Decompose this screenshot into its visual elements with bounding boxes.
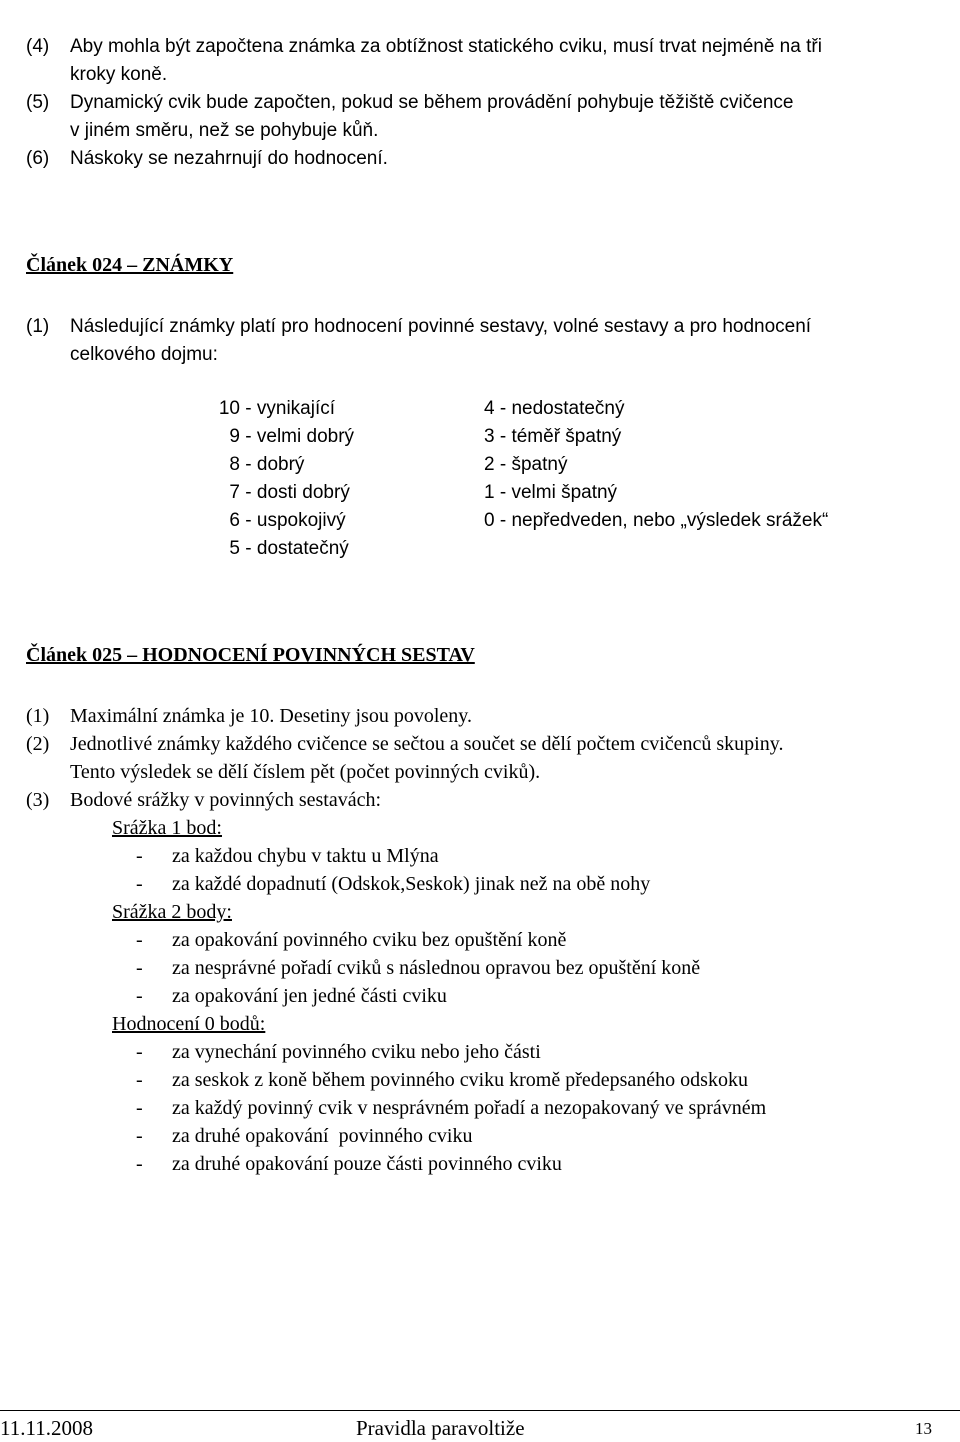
bullet-dash: - (136, 929, 143, 951)
paragraph-line: Jednotlivé známky každého cvičence se sečtou a součet se dělí počtem cvičenců skupiny. (70, 733, 784, 755)
paragraph-line: kroky koně. (70, 64, 168, 85)
grade-row (214, 426, 354, 448)
article-025-heading: Článek 025 – HODNOCENÍ POVINNÝCH SESTAV (26, 644, 475, 666)
paragraph-line: Tento výsledek se dělí číslem pět (počet povinných cviků). (70, 761, 541, 783)
bullet-dash: - (136, 1125, 143, 1147)
bullet-item: za vynechání povinného cviku nebo jeho části (172, 1041, 541, 1063)
grade-label: - nepředveden, nebo „výsledek srážek“ (499, 510, 829, 531)
bullet-dash: - (136, 1097, 143, 1119)
item-number: (4) (26, 36, 50, 57)
grade-label: - velmi dobrý (245, 426, 355, 447)
grade-label: - téměř špatný (499, 426, 622, 447)
item-number: (2) (26, 733, 50, 755)
deduction-group-title: Hodnocení 0 bodů: (112, 1013, 266, 1035)
grade-row (484, 426, 621, 448)
paragraph-line: Bodové srážky v povinných sestavách: (70, 789, 382, 811)
grade-row (214, 398, 335, 420)
grade-number: 0 (484, 510, 495, 531)
bullet-dash: - (136, 957, 143, 979)
grade-row (484, 510, 828, 532)
grade-row (214, 538, 349, 560)
bullet-item: za druhé opakování pouze části povinného cviku (172, 1153, 562, 1175)
bullet-dash: - (136, 873, 143, 895)
bullet-item: za každou chybu v taktu u Mlýna (172, 845, 439, 867)
bullet-item: za nesprávné pořadí cviků s následnou opravou bez opuštění koně (172, 957, 701, 979)
bullet-item: za každý povinný cvik v nesprávném pořadí a nezopakovaný ve správném (172, 1097, 767, 1119)
footer-date: 11.11.2008 (0, 1416, 93, 1440)
paragraph-line: Aby mohla být započtena známka za obtížnost statického cviku, musí trvat nejméně na tři (70, 36, 822, 57)
grade-label: - dobrý (245, 454, 305, 475)
bullet-item: za opakování jen jedné části cviku (172, 985, 447, 1007)
grade-number: 4 (484, 398, 495, 419)
bullet-item: za seskok z koně během povinného cviku kromě předepsaného odskoku (172, 1069, 748, 1091)
bullet-item: za druhé opakování povinného cviku (172, 1125, 473, 1147)
grade-row (214, 454, 304, 476)
grade-row (214, 510, 346, 532)
grade-number: 3 (484, 426, 495, 447)
article-024-heading: Článek 024 – ZNÁMKY (26, 254, 234, 276)
grade-number: 10 (218, 398, 240, 419)
paragraph-line: Náskoky se nezahrnují do hodnocení. (70, 148, 388, 169)
deduction-group-title: Srážka 2 body: (112, 901, 232, 923)
grade-label: - dosti dobrý (245, 482, 350, 503)
grade-label: - velmi špatný (499, 482, 618, 503)
grade-label: - špatný (499, 454, 568, 475)
grade-row (484, 482, 617, 504)
page-number: 13 (915, 1419, 932, 1438)
paragraph-line: celkového dojmu: (70, 344, 218, 365)
paragraph-line: Maximální známka je 10. Desetiny jsou povoleny. (70, 705, 472, 727)
grade-number: 7 (229, 482, 240, 503)
grade-number: 1 (484, 482, 495, 503)
bullet-item: za opakování povinného cviku bez opuštění koně (172, 929, 567, 951)
deduction-group-title: Srážka 1 bod: (112, 817, 222, 839)
bullet-dash: - (136, 1153, 143, 1175)
grade-number: 9 (229, 426, 240, 447)
grade-label: - vynikající (245, 398, 336, 419)
grade-number: 6 (229, 510, 240, 531)
bullet-dash: - (136, 845, 143, 867)
grade-row (214, 482, 350, 504)
grade-number: 8 (229, 454, 240, 475)
paragraph-line: Následující známky platí pro hodnocení povinné sestavy, volné sestavy a pro hodnocení (70, 316, 812, 337)
bullet-dash: - (136, 1041, 143, 1063)
grade-row (484, 454, 567, 476)
item-number: (5) (26, 92, 50, 113)
grade-row (484, 398, 625, 420)
item-number: (1) (26, 705, 50, 727)
grade-number: 5 (229, 538, 240, 559)
bullet-dash: - (136, 985, 143, 1007)
grade-label: - uspokojivý (245, 510, 346, 531)
paragraph-line: v jiném směru, než se pohybuje kůň. (70, 120, 379, 141)
grade-label: - dostatečný (245, 538, 349, 559)
footer-title: Pravidla paravoltiže (356, 1416, 525, 1440)
footer-divider (0, 1410, 960, 1411)
paragraph-line: Dynamický cvik bude započten, pokud se během provádění pohybuje těžiště cvičence (70, 92, 794, 113)
bullet-dash: - (136, 1069, 143, 1091)
item-number: (1) (26, 316, 50, 337)
item-number: (3) (26, 789, 50, 811)
grade-label: - nedostatečný (499, 398, 625, 419)
grade-number: 2 (484, 454, 495, 475)
bullet-item: za každé dopadnutí (Odskok,Seskok) jinak než na obě nohy (172, 873, 651, 895)
item-number: (6) (26, 148, 50, 169)
